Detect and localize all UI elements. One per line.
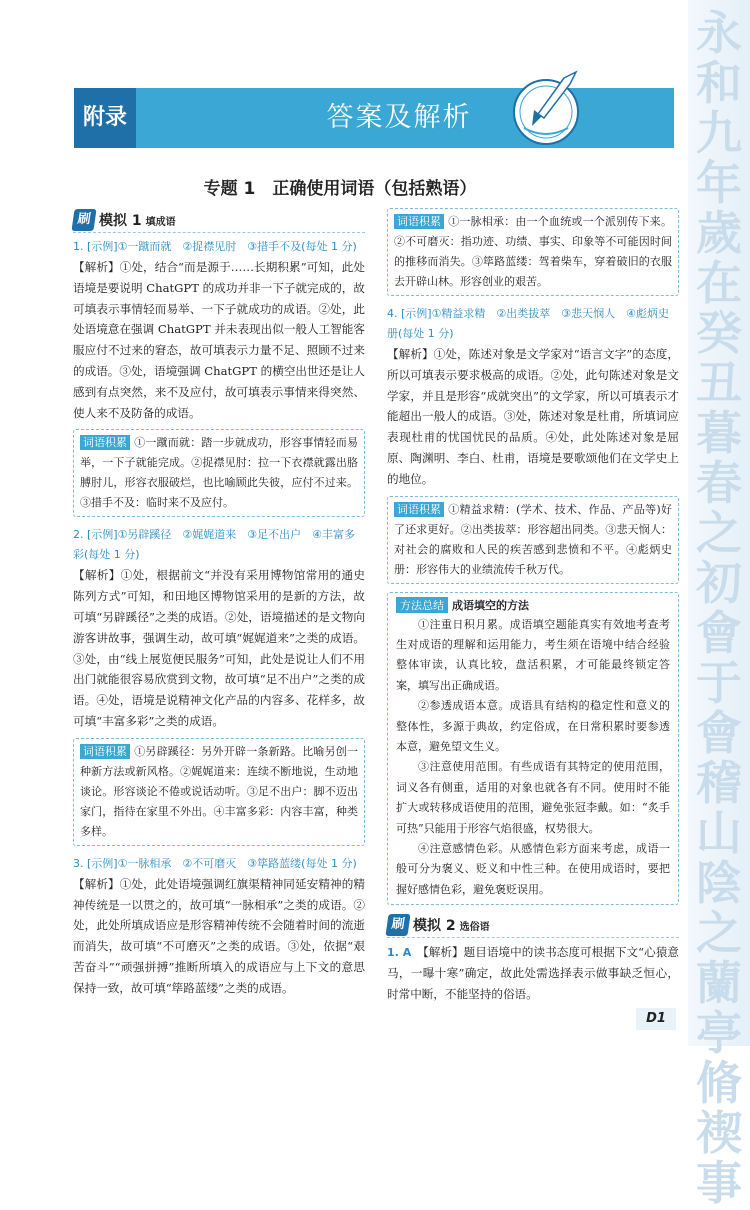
answer-line: 4. [示例]①精益求精 ②出类拔萃 ③悲天悯人 ④彪炳史册(每处 1 分) bbox=[387, 307, 670, 340]
vocab-box bbox=[73, 429, 365, 517]
module-name: 模拟 2 bbox=[413, 918, 456, 935]
calligraphy-text: 永和九年歲在癸丑暮春之初會于會稽山陰之蘭亭脩禊事 bbox=[696, 6, 742, 1210]
method-summary-box bbox=[387, 592, 679, 906]
answer-line: 1. [示例]①一蹴而就 ②捉襟见肘 ③措手不及(每处 1 分) bbox=[73, 240, 357, 253]
method-paragraph: ②参透成语本意。成语具有结构的稳定性和意义的整体性，多源于典故，约定俗成，在日常积累时要参透本意，避免望文生义。 bbox=[396, 699, 670, 754]
answer-line: 3. [示例]①一脉相承 ②不可磨灭 ③筚路蓝缕(每处 1 分) bbox=[73, 856, 357, 870]
vocab-label: 词语积累 bbox=[394, 502, 444, 517]
vocab-text: ①另辟蹊径：另外开辟一条新路。比喻另创一种新方法或新风格。②娓娓道来：连续不断地说，生动地谈论。形容谈论不倦或说话动听。③足不出户：脚不迈出家门，指待在家里不外出。④丰富多彩：内容丰富，种类多样。 bbox=[80, 744, 358, 838]
page-number: D1 bbox=[636, 1008, 676, 1030]
analysis-text: 【解析】①处，陈述对象是文学家对“语言文字”的态度，所以可填表示要求极高的成语。②处，此句陈述对象是文学家，并且是形容“成就突出”的文学家，所以可填表示才能超出一般人的成语。③处，陈述对象是杜甫，所填词应表现杜甫的忧国忧民的品质。④处，此处陈述对象是屈原、陶渊明、李白、杜甫，语境是要歌颂他们在文学史上的地位。 bbox=[387, 347, 679, 486]
appendix-banner bbox=[74, 88, 674, 148]
analysis-text: 【解析】题目语境中的读书态度可根据下文“心猿意马，一曝十寒”确定，故此处需选择表示做事缺乏恒心，时常中断，不能坚持的俗语。 bbox=[387, 945, 679, 1002]
module-type: 选俗语 bbox=[459, 921, 490, 933]
vocab-box bbox=[387, 208, 679, 296]
method-paragraph: ①注重日积月累。成语填空题能真实有效地考查考生对成语的理解和运用能力，考生须在语境中结合经验整体审读，认真比较，盘活积累，才可能最终锁定答案，填写出正确成语。 bbox=[396, 617, 670, 692]
brush-icon: 刷 bbox=[385, 914, 410, 936]
vocab-text: ①一脉相承：由一个血统或一个派别传下来。②不可磨灭：指功迹、功绩、事实、印象等不可能因时间的推移而消失。③筚路蓝缕：驾着柴车，穿着破旧的衣服去开辟山林。形容创业的艰苦。 bbox=[394, 215, 672, 288]
vocab-box bbox=[73, 738, 365, 846]
appendix-tag: 附录 bbox=[74, 88, 136, 148]
answer-line: 1. A bbox=[387, 946, 412, 960]
calligraphy-decoration bbox=[688, 0, 750, 1210]
vocab-label: 词语积累 bbox=[80, 744, 130, 759]
vocab-label: 词语积累 bbox=[394, 214, 444, 229]
module-header bbox=[73, 208, 365, 233]
method-paragraph: ④注意感情色彩。从感情色彩方面来考虑，成语一般可分为褒义、贬义和中性三种。在使用成语时，要把握好感情色彩，避免褒贬误用。 bbox=[396, 842, 670, 896]
vocab-box bbox=[387, 496, 679, 584]
answer-line: 2. [示例]①另辟蹊径 ②娓娓道来 ③足不出户 ④丰富多彩(每处 1 分) bbox=[73, 528, 356, 562]
analysis-text: 【解析】①处，结合“而是源于……长期积累”可知，此处语境是要说明 ChatGPT 的成功并非一下子就完成的，故可填表示事情轻而易举、一下子就成功的成语。②处，此处语境意在强调 ChatGPT 并未表现出似一般人工智能客服应付不过来的窘态，故可填表示力量不足、照顾不过来的成语。③处，语境强调 ChatGPT 的横空出世还是让人感到有点突然，来不及应付，故可填表示事情来得突然、使人来不及防备的成语。 bbox=[73, 260, 365, 420]
banner-title: 答案及解析 bbox=[326, 102, 472, 133]
brush-icon: 刷 bbox=[71, 209, 96, 231]
module-type: 填成语 bbox=[145, 216, 176, 228]
right-column bbox=[387, 208, 679, 1005]
method-title: 成语填空的方法 bbox=[452, 598, 529, 612]
vocab-text: ①一蹴而就：踏一步就成功，形容事情轻而易举，一下子就能完成。②捉襟见肘：拉一下衣襟就露出胳膊肘儿，形容衣服破烂，也比喻顾此失彼，应付不过来。③措手不及：临时来不及应付。 bbox=[80, 436, 358, 510]
method-label: 方法总结 bbox=[396, 597, 448, 613]
subject-title: 专题 1 正确使用词语（包括熟语） bbox=[203, 179, 477, 199]
pen-badge-icon bbox=[504, 70, 588, 154]
analysis-text: 【解析】①处，根据前文“并没有采用博物馆常用的通史陈列方式”可知，和田地区博物馆采用的是新的方法，故可填“另辟蹊径”之类的成语。②处，语境描述的是文物向游客讲故事，强调生动，故可填“娓娓道来”之类的成语。③处，由“线上展览便民服务”可知，此处是说让人们不用出门就能很容易欣赏到文物，故可填“足不出户”之类的成语。④处，语境是说精神文化产品的内容多、花样多，故可填“丰富多彩”之类的成语。 bbox=[73, 568, 365, 728]
module-header bbox=[387, 913, 679, 938]
left-column bbox=[73, 208, 365, 999]
analysis-text: 【解析】①处，此处语境强调红旗渠精神同延安精神的精神传统是一以贯之的，故可填“一脉相承”之类的成语。②处，此处所填成语应是形容精神传统不会随着时间的流逝而消失，故可填“不可磨灭”之类的成语。③处，依据“艰苦奋斗”“顽强拼搏”推断所填入的成语应与上下文的意思保持一致，故可填“筚路蓝缕”之类的成语。 bbox=[73, 876, 365, 995]
method-summary-header bbox=[396, 597, 670, 613]
method-paragraph: ③注意使用范围。有些成语有其特定的使用范围，词义各有侧重，适用的对象也就各有不同。使用时不能扩大或转移成语使用的范围，避免张冠李戴。如：“炙手可热”只能用于形容气焰很盛，权势很大。 bbox=[396, 760, 670, 835]
vocab-text: ①精益求精：(学术、技术、作品、产品等)好了还求更好。②出类拔萃：形容超出同类。③悲天悯人：对社会的腐败和人民的疾苦感到悲愤和不平。④彪炳史册：形容伟大的业绩流传千秋万代。 bbox=[394, 502, 672, 576]
vocab-label: 词语积累 bbox=[80, 435, 130, 450]
module-name: 模拟 1 bbox=[99, 213, 142, 229]
